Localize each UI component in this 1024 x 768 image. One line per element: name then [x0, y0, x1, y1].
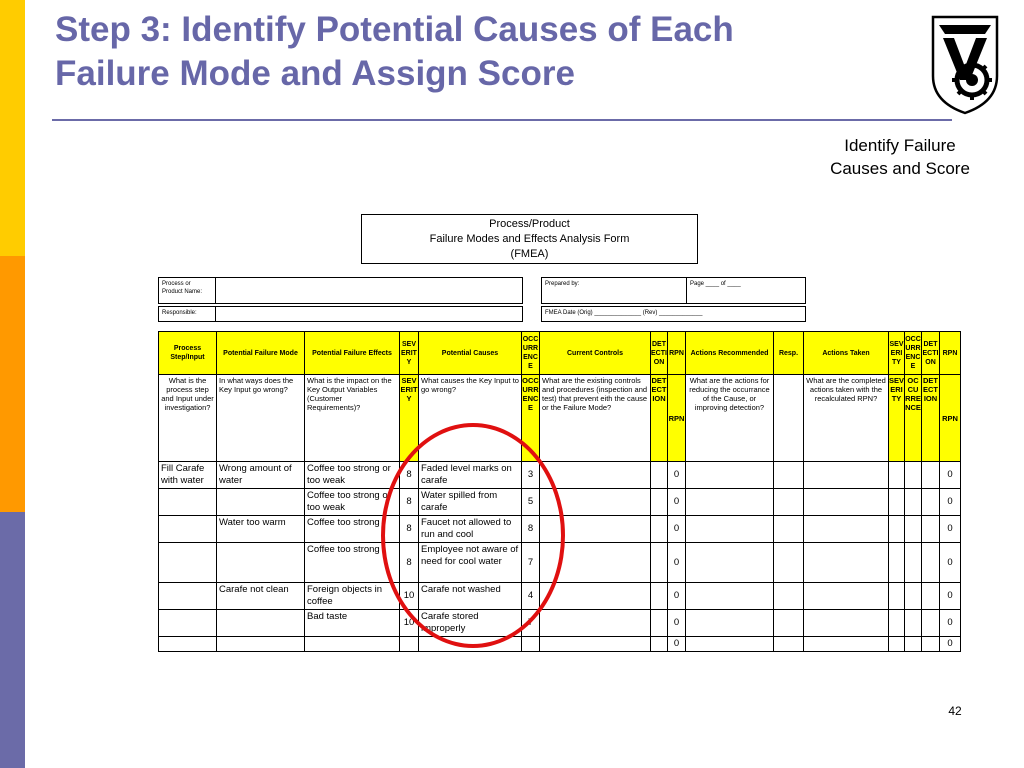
row-process-step: [159, 489, 217, 516]
row-failure-effect: [305, 637, 400, 652]
desc-current-controls: What are the existing controls and procedures (inspection and test) that prevent eith the cause or the Failure Mode?: [540, 375, 651, 462]
row-actions-recommended: [686, 583, 774, 610]
row-severity-2: [889, 516, 905, 543]
row-detection-2: [922, 610, 940, 637]
row-occurrence: 4: [522, 583, 540, 610]
row-failure-mode: [217, 637, 305, 652]
header-actions-taken: Actions Taken: [804, 332, 889, 375]
table-description-row: [159, 375, 961, 462]
row-controls: [540, 583, 651, 610]
header-detection-2: DETECTION: [922, 332, 940, 375]
row-resp: [774, 516, 804, 543]
row-cause: Faded level marks on carafe: [419, 462, 522, 489]
row-rpn: 0: [668, 543, 686, 583]
table-header-row: [159, 332, 961, 375]
row-rpn-2: 0: [940, 610, 961, 637]
row-failure-effect: Coffee too strong or too weak: [305, 462, 400, 489]
row-actions-taken: [804, 637, 889, 652]
prepared-by-field: Prepared by:: [541, 277, 687, 304]
row-occurrence: [522, 637, 540, 652]
responsible-label: Responsible:: [158, 306, 216, 322]
row-controls: [540, 462, 651, 489]
row-rpn-2: 0: [940, 583, 961, 610]
title-underline: [52, 119, 952, 121]
header-detection: DETECTION: [651, 332, 668, 375]
row-rpn-2: 0: [940, 543, 961, 583]
header-severity-2: SEVERITY: [889, 332, 905, 375]
form-title-line-2: Failure Modes and Effects Analysis Form: [429, 233, 630, 245]
row-resp: [774, 583, 804, 610]
row-severity-2: [889, 543, 905, 583]
desc-severity: SEVERITY: [400, 375, 419, 462]
header-occurrence: OCCURRENCE: [522, 332, 540, 375]
desc-failure-effects: What is the impact on the Key Output Variables (Customer Requirements)?: [305, 375, 400, 462]
desc-detection-2: DETECTION: [922, 375, 940, 462]
row-actions-taken: [804, 489, 889, 516]
row-failure-effect: Bad taste: [305, 610, 400, 637]
row-process-step: Fill Carafe with water: [159, 462, 217, 489]
row-actions-taken: [804, 610, 889, 637]
row-failure-mode: [217, 543, 305, 583]
row-severity-2: [889, 462, 905, 489]
row-occurrence-2: [905, 489, 922, 516]
row-severity: 8: [400, 462, 419, 489]
sidebar-band-yellow: [0, 0, 25, 256]
desc-occurrence-2: OCCURRENCE: [905, 375, 922, 462]
row-occurrence: 7: [522, 543, 540, 583]
row-resp: [774, 610, 804, 637]
row-rpn: 0: [668, 516, 686, 543]
row-occurrence-2: [905, 637, 922, 652]
table-row: [159, 637, 961, 652]
row-severity: 8: [400, 489, 419, 516]
row-rpn-2: 0: [940, 516, 961, 543]
row-detection-2: [922, 462, 940, 489]
page-of-field: Page ____ of ____: [686, 277, 806, 304]
row-occurrence-2: [905, 583, 922, 610]
desc-actions-recommended: What are the actions for reducing the occurrance of the Cause, or improving detection?: [686, 375, 774, 462]
row-failure-effect: Coffee too strong: [305, 543, 400, 583]
row-occurrence-2: [905, 543, 922, 583]
row-occurrence: 8: [522, 516, 540, 543]
row-detection-2: [922, 489, 940, 516]
row-actions-recommended: [686, 543, 774, 583]
row-severity-2: [889, 583, 905, 610]
row-detection: [651, 583, 668, 610]
row-failure-effect: Foreign objects in coffee: [305, 583, 400, 610]
row-severity: 10: [400, 610, 419, 637]
row-detection: [651, 516, 668, 543]
row-rpn: 0: [668, 583, 686, 610]
row-rpn-2: 0: [940, 489, 961, 516]
row-rpn: 0: [668, 489, 686, 516]
row-rpn: 0: [668, 462, 686, 489]
row-rpn: 0: [668, 610, 686, 637]
desc-rpn-2: RPN: [940, 375, 961, 462]
desc-severity-2: SEVERITY: [889, 375, 905, 462]
row-occurrence-2: [905, 516, 922, 543]
slide-title-line-2: Failure Mode and Assign Score: [55, 54, 575, 93]
row-cause: Employee not aware of need for cool water: [419, 543, 522, 583]
slide-title-line-1: Step 3: Identify Potential Causes of Each: [55, 10, 734, 49]
row-actions-recommended: [686, 489, 774, 516]
row-resp: [774, 462, 804, 489]
row-failure-mode: Carafe not clean: [217, 583, 305, 610]
row-severity: 10: [400, 583, 419, 610]
desc-rpn: RPN: [668, 375, 686, 462]
row-occurrence: 5: [522, 489, 540, 516]
university-logo: [930, 14, 1000, 116]
fmea-date-field: FMEA Date (Orig) ______________ (Rev) _____________: [541, 306, 806, 322]
header-potential-causes: Potential Causes: [419, 332, 522, 375]
row-cause: Carafe stored improperly: [419, 610, 522, 637]
row-occurrence: 7: [522, 610, 540, 637]
row-failure-mode: Water too warm: [217, 516, 305, 543]
row-severity-2: [889, 489, 905, 516]
row-occurrence-2: [905, 462, 922, 489]
header-resp: Resp.: [774, 332, 804, 375]
form-title-line-3: (FMEA): [510, 248, 549, 260]
row-controls: [540, 637, 651, 652]
row-detection-2: [922, 583, 940, 610]
row-failure-mode: [217, 489, 305, 516]
row-actions-taken: [804, 516, 889, 543]
header-current-controls: Current Controls: [540, 332, 651, 375]
row-resp: [774, 489, 804, 516]
header-failure-effects: Potential Failure Effects: [305, 332, 400, 375]
row-detection: [651, 489, 668, 516]
row-severity: [400, 637, 419, 652]
header-rpn: RPN: [668, 332, 686, 375]
row-actions-recommended: [686, 610, 774, 637]
row-detection: [651, 462, 668, 489]
fmea-form-title: [361, 214, 698, 264]
table-row: [159, 583, 961, 610]
row-process-step: [159, 543, 217, 583]
header-actions-recommended: Actions Recommended: [686, 332, 774, 375]
row-process-step: [159, 637, 217, 652]
row-detection: [651, 610, 668, 637]
row-cause: Carafe not washed: [419, 583, 522, 610]
row-detection-2: [922, 516, 940, 543]
row-failure-mode: [217, 610, 305, 637]
row-cause: Water spilled from carafe: [419, 489, 522, 516]
header-failure-mode: Potential Failure Mode: [217, 332, 305, 375]
desc-detection: DETECTION: [651, 375, 668, 462]
table-row: [159, 462, 961, 489]
row-detection-2: [922, 637, 940, 652]
header-rpn-2: RPN: [940, 332, 961, 375]
subtitle-line-1: Identify Failure: [844, 136, 956, 155]
desc-potential-causes: What causes the Key Input to go wrong?: [419, 375, 522, 462]
slide-subtitle: [790, 134, 1010, 180]
page-number: 42: [948, 704, 962, 718]
slide-title: [55, 8, 895, 96]
row-rpn: 0: [668, 637, 686, 652]
row-detection: [651, 543, 668, 583]
row-actions-recommended: [686, 637, 774, 652]
row-failure-effect: Coffee too strong: [305, 516, 400, 543]
header-occurrence-2: OCCURRENCE: [905, 332, 922, 375]
desc-actions-taken: What are the completed actions taken with the recalculated RPN?: [804, 375, 889, 462]
row-process-step: [159, 516, 217, 543]
row-detection: [651, 637, 668, 652]
row-actions-recommended: [686, 462, 774, 489]
row-process-step: [159, 583, 217, 610]
row-actions-taken: [804, 543, 889, 583]
form-title-line-1: Process/Product: [489, 218, 570, 230]
header-process-step: Process Step/Input: [159, 332, 217, 375]
desc-process-step: What is the process step and Input under investigation?: [159, 375, 217, 462]
row-process-step: [159, 610, 217, 637]
row-rpn-2: 0: [940, 462, 961, 489]
sidebar-band-orange: [0, 256, 25, 512]
row-resp: [774, 543, 804, 583]
desc-occurrence: OCCURRENCE: [522, 375, 540, 462]
desc-failure-mode: In what ways does the Key Input go wrong?: [217, 375, 305, 462]
row-severity-2: [889, 637, 905, 652]
row-rpn-2: 0: [940, 637, 961, 652]
row-failure-effect: Coffee too strong or too weak: [305, 489, 400, 516]
table-row: [159, 610, 961, 637]
sidebar-strip: [0, 0, 25, 768]
row-actions-recommended: [686, 516, 774, 543]
row-severity-2: [889, 610, 905, 637]
fmea-table: [158, 331, 960, 649]
row-resp: [774, 637, 804, 652]
row-actions-taken: [804, 462, 889, 489]
row-controls: [540, 610, 651, 637]
highlight-circle: [381, 423, 565, 648]
row-detection-2: [922, 543, 940, 583]
row-severity: 8: [400, 543, 419, 583]
row-severity: 8: [400, 516, 419, 543]
subtitle-line-2: Causes and Score: [830, 159, 970, 178]
responsible-field: [215, 306, 523, 322]
header-severity: SEVERITY: [400, 332, 419, 375]
row-occurrence: 3: [522, 462, 540, 489]
process-name-label: Process or Product Name:: [158, 277, 216, 304]
row-actions-taken: [804, 583, 889, 610]
process-name-field: [215, 277, 523, 304]
row-occurrence-2: [905, 610, 922, 637]
sidebar-band-purple: [0, 512, 25, 768]
row-failure-mode: Wrong amount of water: [217, 462, 305, 489]
row-cause: Faucet not allowed to run and cool: [419, 516, 522, 543]
desc-resp: [774, 375, 804, 462]
